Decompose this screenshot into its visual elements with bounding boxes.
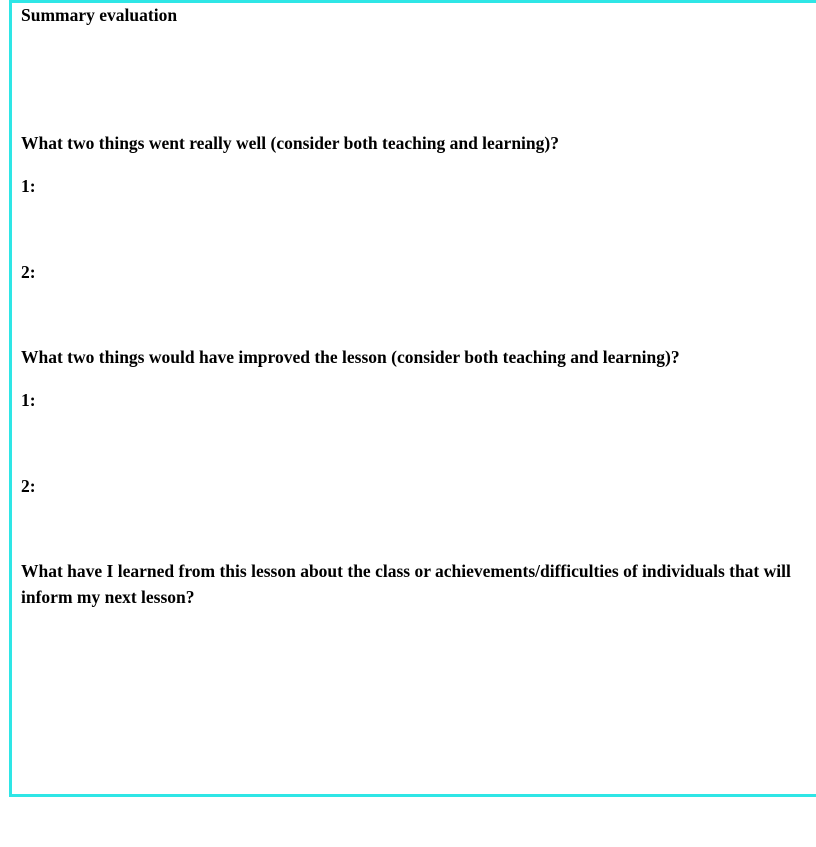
question-went-well: What two things went really well (consider both teaching and learning)?: [21, 133, 559, 153]
went-well-item-1-label: 1:: [21, 176, 36, 196]
went-well-item-2-label: 2:: [21, 262, 36, 282]
evaluation-box: [9, 0, 816, 797]
improvements-item-1-label: 1:: [21, 390, 36, 410]
question-improvements: What two things would have improved the lesson (consider both teaching and learning)?: [21, 347, 680, 367]
question-learned: What have I learned from this lesson about the class or achievements/difficulties of individuals that will inform my next lesson?: [21, 561, 791, 607]
improvements-item-2-label: 2:: [21, 476, 36, 496]
summary-title: Summary evaluation: [21, 5, 178, 25]
